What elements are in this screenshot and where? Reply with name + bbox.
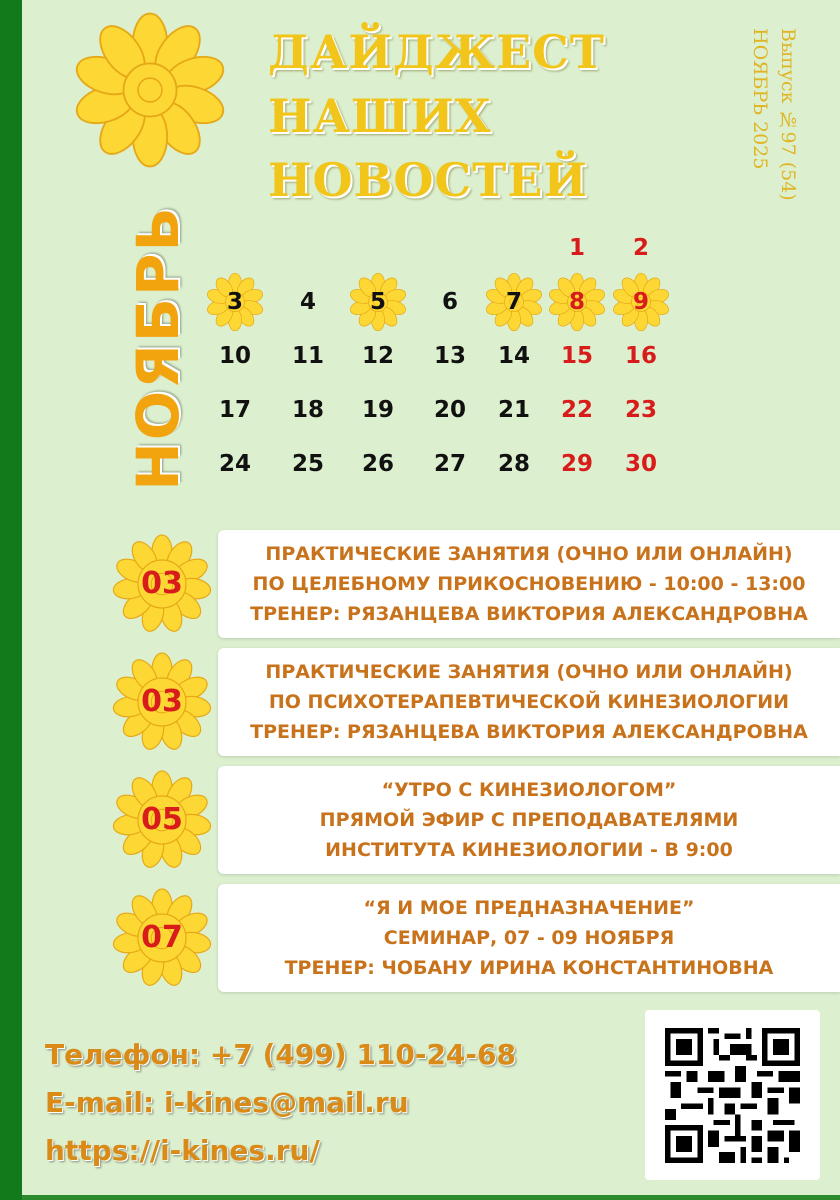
calendar-day-number: 20 bbox=[433, 397, 466, 423]
calendar-day bbox=[547, 336, 607, 376]
calendar-day bbox=[611, 336, 671, 376]
calendar-day-number: 27 bbox=[433, 451, 466, 477]
calendar-day-number: 11 bbox=[291, 343, 324, 369]
title-line-1: ДАЙДЖЕСТ bbox=[268, 25, 605, 79]
calendar-day-number: 6 bbox=[441, 289, 458, 315]
calendar-day bbox=[278, 336, 338, 376]
event-date-number: 07 bbox=[141, 920, 183, 955]
calendar-day-number: 29 bbox=[560, 451, 593, 477]
bottom-border bbox=[22, 1195, 840, 1200]
calendar-day-number: 3 bbox=[226, 289, 243, 315]
event-card bbox=[218, 648, 840, 756]
calendar-day bbox=[547, 282, 607, 322]
calendar-day-number: 12 bbox=[361, 343, 394, 369]
calendar-day bbox=[484, 390, 544, 430]
calendar-day-number: 8 bbox=[568, 289, 585, 315]
calendar-day bbox=[420, 390, 480, 430]
calendar-day bbox=[205, 390, 265, 430]
event-text-line: ИНСТИТУТА КИНЕЗИОЛОГИИ - В 9:00 bbox=[325, 839, 733, 861]
event-date-number: 05 bbox=[141, 802, 183, 837]
flower-logo-icon bbox=[72, 12, 228, 168]
calendar-day bbox=[278, 282, 338, 322]
qr-code-icon bbox=[665, 1028, 800, 1163]
calendar-day-number: 9 bbox=[632, 289, 649, 315]
calendar-day-number: 16 bbox=[624, 343, 657, 369]
event-card bbox=[218, 766, 840, 874]
calendar-day bbox=[611, 444, 671, 484]
qr-code[interactable] bbox=[645, 1010, 820, 1180]
calendar-day-number: 4 bbox=[299, 289, 316, 315]
calendar-day-number: 28 bbox=[497, 451, 530, 477]
month-label bbox=[118, 204, 198, 491]
calendar-day bbox=[611, 282, 671, 322]
issue-info bbox=[740, 28, 802, 258]
contact-phone[interactable]: Телефон: +7 (499) 110-24-68 bbox=[45, 1038, 516, 1071]
contact-website[interactable]: https://i-kines.ru/ bbox=[45, 1134, 320, 1167]
calendar-day bbox=[484, 282, 544, 322]
event-text-line: ПРАКТИЧЕСКИЕ ЗАНЯТИЯ (ОЧНО ИЛИ ОНЛАЙН) bbox=[265, 543, 793, 565]
calendar-day bbox=[611, 228, 671, 268]
digest-title bbox=[268, 20, 605, 212]
calendar-day bbox=[278, 390, 338, 430]
calendar-day-number: 30 bbox=[624, 451, 657, 477]
month-label-text: НОЯБРЬ bbox=[124, 204, 192, 491]
calendar-day bbox=[348, 444, 408, 484]
calendar-day bbox=[484, 336, 544, 376]
calendar-day-number: 14 bbox=[497, 343, 530, 369]
calendar-day bbox=[547, 444, 607, 484]
calendar-day-number: 2 bbox=[632, 235, 649, 261]
event-text-line: ПО ПСИХОТЕРАПЕВТИЧЕСКОЙ КИНЕЗИОЛОГИИ bbox=[268, 691, 790, 713]
event-card bbox=[218, 884, 840, 992]
event-card bbox=[218, 530, 840, 638]
calendar-day bbox=[484, 444, 544, 484]
title-line-2: НАШИХ bbox=[268, 89, 492, 143]
calendar-day bbox=[420, 282, 480, 322]
issue-number: Выпуск №97 (54) bbox=[777, 28, 799, 201]
calendar-day bbox=[348, 282, 408, 322]
title-line-3: НОВОСТЕЙ bbox=[268, 153, 588, 207]
calendar-day-number: 7 bbox=[505, 289, 522, 315]
event-text-line: ПРЯМОЙ ЭФИР С ПРЕПОДАВАТЕЛЯМИ bbox=[319, 809, 739, 831]
calendar-day bbox=[278, 444, 338, 484]
event-text-line: СЕМИНАР, 07 - 09 НОЯБРЯ bbox=[383, 927, 675, 949]
calendar-day bbox=[348, 336, 408, 376]
issue-month: НОЯБРЬ 2025 bbox=[749, 28, 771, 170]
calendar-day-number: 24 bbox=[218, 451, 251, 477]
calendar-day-number: 23 bbox=[624, 397, 657, 423]
event-text-line: ТРЕНЕР: РЯЗАНЦЕВА ВИКТОРИЯ АЛЕКСАНДРОВНА bbox=[250, 721, 808, 743]
calendar-day bbox=[547, 390, 607, 430]
calendar-day bbox=[205, 336, 265, 376]
calendar-day-number: 18 bbox=[291, 397, 324, 423]
calendar-day-number: 1 bbox=[568, 235, 585, 261]
event-text-line: ПРАКТИЧЕСКИЕ ЗАНЯТИЯ (ОЧНО ИЛИ ОНЛАЙН) bbox=[265, 661, 793, 683]
calendar-day-number: 17 bbox=[218, 397, 251, 423]
contact-email[interactable]: E-mail: i-kines@mail.ru bbox=[45, 1086, 409, 1119]
calendar-day bbox=[348, 390, 408, 430]
calendar-day-number: 21 bbox=[497, 397, 530, 423]
calendar-day-number: 26 bbox=[361, 451, 394, 477]
event-date-number: 03 bbox=[141, 566, 183, 601]
event-text-line: ПО ЦЕЛЕБНОМУ ПРИКОСНОВЕНИЮ - 10:00 - 13:00 bbox=[252, 573, 806, 595]
side-bar bbox=[0, 0, 22, 1200]
event-date-badge bbox=[112, 652, 212, 752]
calendar-day-number: 13 bbox=[433, 343, 466, 369]
calendar-day bbox=[420, 444, 480, 484]
event-text-line: “УТРО С КИНЕЗИОЛОГОМ” bbox=[381, 779, 677, 801]
calendar-day bbox=[611, 390, 671, 430]
calendar-day bbox=[547, 228, 607, 268]
calendar-day bbox=[420, 336, 480, 376]
calendar-day-number: 19 bbox=[361, 397, 394, 423]
event-text-line: “Я И МОЕ ПРЕДНАЗНАЧЕНИЕ” bbox=[363, 897, 695, 919]
event-date-badge bbox=[112, 770, 212, 870]
event-text-line: ТРЕНЕР: РЯЗАНЦЕВА ВИКТОРИЯ АЛЕКСАНДРОВНА bbox=[250, 603, 808, 625]
event-date-badge bbox=[112, 888, 212, 988]
event-date-number: 03 bbox=[141, 684, 183, 719]
calendar-day-number: 25 bbox=[291, 451, 324, 477]
calendar-day bbox=[205, 444, 265, 484]
calendar-day-number: 22 bbox=[560, 397, 593, 423]
calendar-day-number: 15 bbox=[560, 343, 593, 369]
event-date-badge bbox=[112, 534, 212, 634]
calendar-day-number: 5 bbox=[369, 289, 386, 315]
event-text-line: ТРЕНЕР: ЧОБАНУ ИРИНА КОНСТАНТИНОВНА bbox=[284, 957, 774, 979]
calendar-day bbox=[205, 282, 265, 322]
calendar-day-number: 10 bbox=[218, 343, 251, 369]
